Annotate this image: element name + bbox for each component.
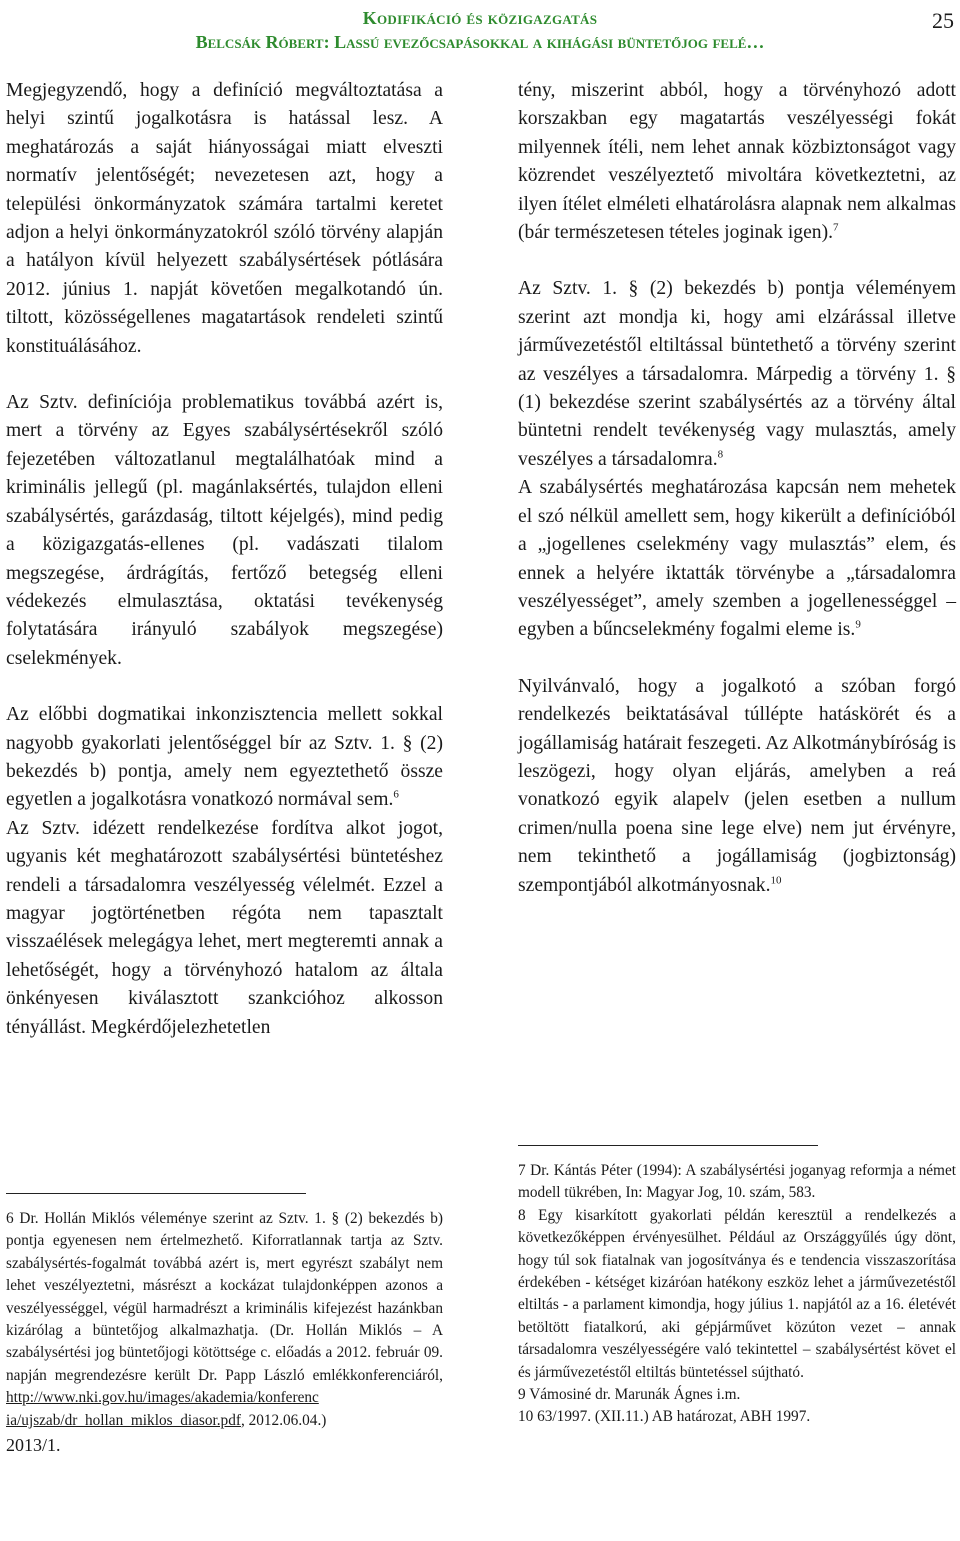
paragraph: Nyilvánvaló, hogy a jogalkotó a szóban forgó rendelkezés beiktatásával túllépte hatáskörét és a jogállamiság határait feszegeti. Az Alkotmánybíróság is leszögezi, hogy olyan eljárás, amelyben a reá vonatkozó egyik alapelv (jelen esetben a nullum crimen/nulla poena sine lege elve) nem jut érvényre, nem tekinthető a jogállamiság (jogbiztonság) szempontjából alkotmányosnak.$^{10}$ [518, 675, 956, 896]
issue-number: 2013/1. [6, 1435, 61, 1456]
right-column [518, 77, 956, 900]
footnote-divider [518, 1145, 818, 1146]
footnote-number: 6 [6, 1210, 14, 1227]
journal-title: Kodifikáció és közigazgatás [362, 8, 598, 28]
footnote-7: 7 Dr. Kántás Péter (1994): A szabálysértési joganyag reformja a német modell tükrében, In: Magyar Jog, 10. szám, 583. [518, 1162, 956, 1202]
footnote-number: 7 [518, 1162, 526, 1179]
page-number: 25 [932, 8, 954, 33]
footnote-9: 9 Vámosiné dr. Marunák Ágnes i.m. [518, 1386, 741, 1404]
left-column [6, 77, 443, 1042]
article-title: Belcsák Róbert: Lassú evezőcsapásokkal a kihágási büntetőjog felé… [195, 32, 765, 52]
right-footnotes [518, 1160, 956, 1429]
footnote-number: 9 [518, 1386, 526, 1404]
footnote-6: 6 Dr. Hollán Miklós véleménye szerint az Sztv. 1. § (2) bekezdés b) pontja egyenesen nem értelmezhető. Kiforratlannak tartja az Sztv. szabálysértés-fogalmát továbbá azért is, mert egyrészt szabályt nem lehet veszélyeztetni, másrészt a kockázat tulajdonképpen azonos a veszélyességgel, végül harmadrészt a kriminális kifejezést hazánkban kizárólag a büntetőjog alkalmazhatja. (Dr. Hollán Miklós – A szabálysértési jog büntetőjogi kötöttsége c. előadás a 2012. február 09. napján megrendezésre került Dr. Papp László emlékkonferenciáról, http://www.nki.gov.hu/images/akademia/konferenc ia/ujszab/dr_hollan_miklos_diasor.pdf, 2012.06.04.) [6, 1210, 444, 1429]
left-footnotes [6, 1208, 443, 1456]
footnote-ref[interactable]: 8 [717, 448, 724, 461]
footnote-divider [6, 1193, 306, 1194]
paragraph: Az Sztv. 1. § (2) bekezdés b) pontja véleményem szerint azt mondja ki, hogy ami elzárással illetve járművezetéstől eltiltással büntethető a törvény szerint az veszélyes a társadalomra. Márpedig a törvény 1. § (1) bekezdése szerint szabálysértés az a törvény által büntetni rendelt tevékenység vagy mulasztás, amely veszélyes a társadalomra.$^8$ [518, 278, 956, 470]
footnote-ref[interactable]: 6 [393, 788, 399, 801]
paragraph: Az előbbi dogmatikai inkonzisztencia mellett sokkal nagyobb gyakorlati jelentőséggel bír az Sztv. 1. § (2) bekezdés b) pontja, amely nem egyeztethető össze egyetlen a jogalkotásra vonatkozó normával sem.$^6$ [6, 704, 443, 811]
footnote-8: 8 Egy kisarkított gyakorlati példán keresztül a rendelkezés a következőképpen érvényesülhet. Például az Országgyűlés úgy dönt, hogy túl sok fiatalnak van jogosítványa és e tendencia visszaszorítása érdekében - kétséget kizáróan hatékony eszköz lehet a járművezetéstől eltiltás - a parlament kimondja, hogy július 1. napjától az a 16. életévét betöltött fiatalkorú, aki gépjárművet közúton vezet – annak társadalomra veszélyességére való tekintettel – szabálysértést követ el és járművezetéstől eltiltás büntetéssel sújtható. [518, 1206, 957, 1381]
footnote-ref[interactable]: 7 [833, 221, 839, 234]
paragraph: tény, miszerint abból, hogy a törvényhozó adott korszakban egy magatartás veszélyességi fokát milyennek ítéli, nem lehet annak közbiztonságot vagy közrendet veszélyeztető mivoltára következtetni, az ilyen ítélet elméleti elhatárolásra alapnak nem alkalmas (bár természetesen tételes joginak igen).$^7$ [518, 80, 956, 244]
running-header [0, 6, 960, 54]
paragraph: Megjegyzendő, hogy a definíció megváltoztatása a helyi szintű jogalkotásra is hatással lesz. A meghatározás a saját hiányosságai miatt elveszti normatív jelentőségét; nevezetesen azt, hogy a települési önkormányzatok számára tartalmi keretet adjon a helyi önkormányzatokról szóló törvény alapján a hatályon kívül helyezett szabálysértések pótlására 2012. június 1. napját követően megalkotandó ún. tiltott, közösségellenes magatartások rendeleti szintű konstituálásához. [6, 80, 443, 357]
footnote-number: 10 [518, 1408, 534, 1426]
footnote-link[interactable]: http://www.nki.gov.hu/images/akademia/konferenc ia/ujszab/dr_hollan_miklos_diasor.pdf [6, 1389, 319, 1429]
footnote-ref[interactable]: 10 [770, 874, 782, 887]
footnote-number: 8 [518, 1206, 526, 1224]
paragraph: Az Sztv. idézett rendelkezése fordítva alkot jogot, ugyanis két meghatározott szabálysértési büntetéshez rendeli a társadalomra veszélyesség vélelmét. Ezzel a magyar jogtörténetben régóta nem tapasztalt visszaélések melegágya lehet, mert megteremti annak a lehetőségét, hogy a törvényhozó hatalom az általa önkényesen kiválasztott szankcióhoz alkosson tényállást. Megkérdőjelezhetetlen [6, 817, 443, 1038]
paragraph: A szabálysértés meghatározása kapcsán nem mehetek el szó nélkül amellett sem, hogy kikerült a definícióból a „jogellenes cselekmény vagy mulasztás” elem, és ennek a helyére iktatták törvénybe a „társadalomra veszélyességet”, amely szemben a jogellenességgel – egyben a bűncselekmény fogalmi eleme is.$^9$ [518, 477, 956, 641]
footnote-10: 10 63/1997. (XII.11.) AB határozat, ABH 1997. [518, 1408, 811, 1426]
paragraph: Az Sztv. definíciója problematikus továbbá azért is, mert a törvény az Egyes szabálysértésekről szóló fejezetében változatlanul megtalálhatóak mind a kriminális jellegű (pl. magánlaksértés, tulajdon elleni szabálysértés, garázdaság, tiltott kéjelgés), mind pedig a közigazgatás-ellenes (pl. vadászati tilalom megszegése, árdrágítás, fertőző betegség elleni védekezés elmulasztása, oktatási tevékenység folytatására irányuló szabályok megszegése) cselekmények. [6, 392, 443, 669]
footnote-ref[interactable]: 9 [855, 618, 861, 631]
